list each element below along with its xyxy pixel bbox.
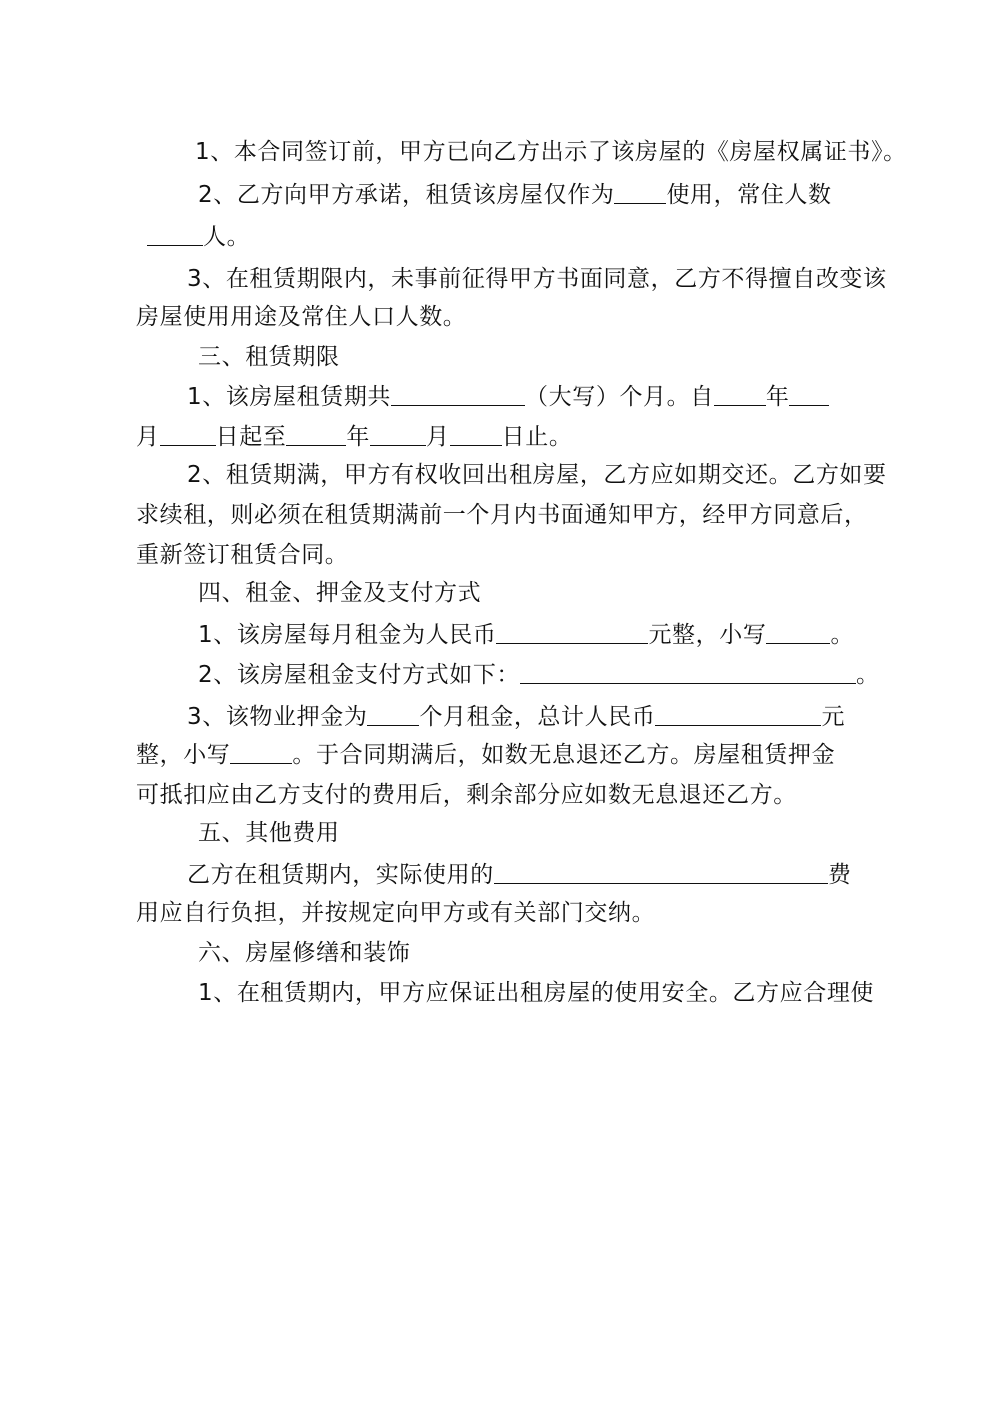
clause-text: 用应自行负担，并按规定向甲方或有关部门交纳。 [136, 900, 656, 926]
blank-field [766, 623, 830, 644]
clause-text: 求续租，则必须在租赁期满前一个月内书面通知甲方，经甲方同意后， [136, 502, 868, 528]
blank-field [286, 425, 346, 446]
clause-text: 1、该房屋每月租金为人民币 [198, 622, 497, 648]
clause-3-2-cont-2 [136, 540, 348, 570]
section-heading: 六、房屋修缮和装饰 [198, 940, 411, 966]
section-heading: 四、租金、押金及支付方式 [198, 580, 482, 606]
clause-text: 3、该物业押金为 [187, 704, 368, 730]
clause-5-cont [136, 898, 655, 928]
clause-3-2-cont-1 [136, 500, 868, 530]
section-heading-4 [198, 578, 481, 608]
clause-5 [187, 860, 851, 890]
clause-3-1 [187, 382, 829, 412]
clause-2-3 [187, 264, 887, 294]
clause-text: 2、乙方向甲方承诺，租赁该房屋仅作为 [198, 182, 615, 208]
clause-text: 。于合同期满后，如数无息退还乙方。房屋租赁押金 [292, 742, 836, 768]
section-heading: 三、租赁期限 [198, 344, 340, 370]
clause-text: 乙方在租赁期内，实际使用的 [187, 862, 494, 888]
clause-text: 日起至 [215, 424, 287, 450]
clause-text: 年 [346, 424, 371, 450]
blank-field [496, 623, 648, 644]
clause-text: 费 [827, 862, 852, 888]
clause-text: 元整，小写 [648, 622, 767, 648]
clause-text: 2、该房屋租金支付方式如下： [198, 662, 521, 688]
clause-text: 2、租赁期满，甲方有权收回出租房屋，乙方应如期交还。乙方如要 [187, 462, 887, 488]
blank-field [520, 663, 856, 684]
clause-text: 日止。 [501, 424, 573, 450]
clause-text: 月 [136, 424, 160, 450]
blank-field [789, 385, 829, 406]
section-heading-6 [198, 938, 410, 968]
clause-4-3-cont-2 [136, 780, 797, 810]
clause-text: 3、在租赁期限内，未事前征得甲方书面同意，乙方不得擅自改变该 [187, 266, 887, 292]
clause-2-2-cont [147, 222, 250, 252]
clause-text: 1、该房屋租赁期共 [187, 384, 392, 410]
clause-3-2 [187, 460, 887, 490]
clause-text: 1、在租赁期内，甲方应保证出租房屋的使用安全。乙方应合理使 [198, 980, 875, 1006]
clause-text: 可抵扣应由乙方支付的费用后，剩余部分应如数无息退还乙方。 [136, 782, 797, 808]
clause-3-1-cont [136, 422, 572, 452]
blank-field [147, 225, 203, 246]
clause-text: 整，小写 [136, 742, 231, 768]
clause-text: （大写）个月。自 [525, 384, 714, 410]
clause-2-2 [198, 180, 832, 210]
clause-text: 元 [821, 704, 846, 730]
section-heading-3 [198, 342, 340, 372]
clause-2-1 [195, 137, 907, 167]
clause-text: 。 [856, 662, 880, 688]
blank-field [614, 183, 666, 204]
clause-6-1 [198, 978, 874, 1008]
clause-4-3 [187, 702, 845, 732]
section-heading-5 [198, 818, 340, 848]
clause-4-1 [198, 620, 854, 650]
clause-text: 重新签订租赁合同。 [136, 542, 349, 568]
clause-text: 年 [765, 384, 790, 410]
clause-text: 个月租金，总计人民币 [419, 704, 656, 730]
blank-field [370, 425, 426, 446]
blank-field [494, 863, 828, 884]
section-heading: 五、其他费用 [198, 820, 340, 846]
blank-field [160, 425, 216, 446]
blank-field [391, 385, 525, 406]
clause-text: 1、本合同签订前，甲方已向乙方出示了该房屋的《房屋权属证书》。 [195, 139, 907, 165]
clause-4-3-cont-1 [136, 740, 835, 770]
blank-field [655, 705, 821, 726]
blank-field [714, 385, 766, 406]
clause-text: 使用，常住人数 [666, 182, 832, 208]
clause-2-3-cont [136, 302, 466, 332]
blank-field [230, 743, 292, 764]
clause-text: 房屋使用用途及常住人口人数。 [136, 304, 467, 330]
blank-field [450, 425, 502, 446]
clause-text: 。 [830, 622, 855, 648]
clause-text: 人。 [203, 224, 251, 250]
clause-4-2 [198, 660, 880, 690]
blank-field [367, 705, 419, 726]
clause-text: 月 [426, 424, 450, 450]
